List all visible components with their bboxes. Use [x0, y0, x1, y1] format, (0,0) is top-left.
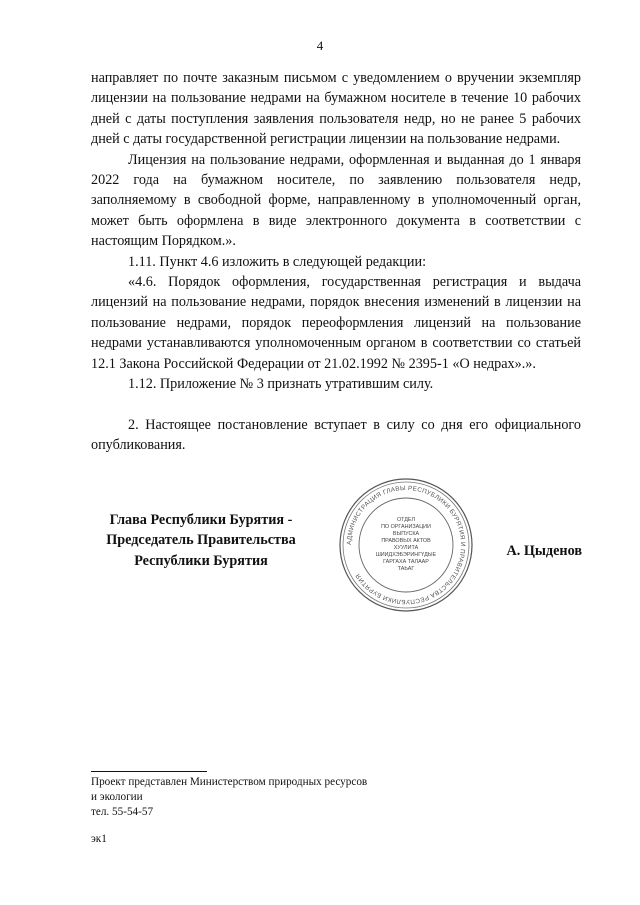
paragraph: направляет по почте заказным письмом с уведомлением о вручении экземпляр лицензии на пользование недрами на бумажном носителе в течение 10 рабочих дней с даты поступления заявления пользователя недр, но не ранее 5 рабочих дней с даты государственной регистрации лицензии на пользование недрами.	[91, 70, 581, 148]
signatory-title-line: Председатель Правительства	[106, 532, 296, 549]
seal-text: ВЫПУСКА	[392, 531, 420, 537]
footer-divider	[91, 771, 207, 772]
seal-text: ГАРГАХА ТАЛААР	[383, 559, 429, 565]
signatory-title-line: Республики Бурятия	[134, 552, 268, 569]
seal-text: ПРАВОВЫХ АКТОВ	[381, 538, 431, 544]
page-number: 4	[316, 38, 324, 53]
paragraph: 2. Настоящее постановление вступает в силу со дня его официального опубликования.	[91, 416, 581, 453]
seal-ring-text: АДМИНИСТРАЦИЯ ГЛАВЫ РЕСПУБЛИКИ БУРЯТИЯ И ПРАВИТЕЛЬСТВА РЕСПУБЛИКИ БУРЯТИЯ	[345, 484, 467, 606]
signatory-title	[91, 510, 311, 571]
paragraph: «4.6. Порядок оформления, государственная регистрация и выдача лицензий на пользование недрами, порядок внесения изменений в лицензии на пользование недрами, порядок переоформления лицензий на пользование недрами устанавливаются уполномоченным органом в соответствии со статьей 12.1 Закона Российской Федерации от 21.02.1992 № 2395-1 «О недрах».».	[91, 274, 581, 372]
document-code: эк1	[91, 833, 107, 845]
seal-text: ПО ОРГАНИЗАЦИИ	[381, 524, 431, 530]
seal-text: ХУУЛИТА	[393, 545, 419, 551]
paragraph: 1.11. Пункт 4.6 изложить в следующей редакции:	[128, 253, 427, 270]
footer-note	[91, 775, 367, 847]
footer-line: тел. 55-54-57	[91, 806, 154, 818]
footer-line: Проект представлен Министерством природных ресурсов	[91, 776, 368, 788]
footer-line: и экологии	[91, 791, 143, 803]
document-body	[91, 68, 581, 455]
paragraph: 1.12. Приложение № 3 признать утратившим силу.	[128, 376, 434, 393]
paragraph: Лицензия на пользование недрами, оформленная и выданная до 1 января 2022 года на бумажном носителе, по заявлению пользователя недр, заполняемому в свободной форме, направленному в уполномоченный орган, может быть оформлена в виде электронного документа в соответствии с настоящим Порядком.».	[91, 151, 581, 250]
signatory-name: А. Цыденов	[506, 543, 582, 559]
seal-text: ОТДЕЛ	[396, 517, 416, 523]
official-seal	[338, 477, 474, 613]
seal-text: ШИИДХЭБЭРИНГҮДЫЕ	[375, 552, 437, 558]
signatory-title-line: Глава Республики Бурятия -	[109, 512, 293, 528]
seal-text: ТАЬАГ	[397, 566, 415, 572]
